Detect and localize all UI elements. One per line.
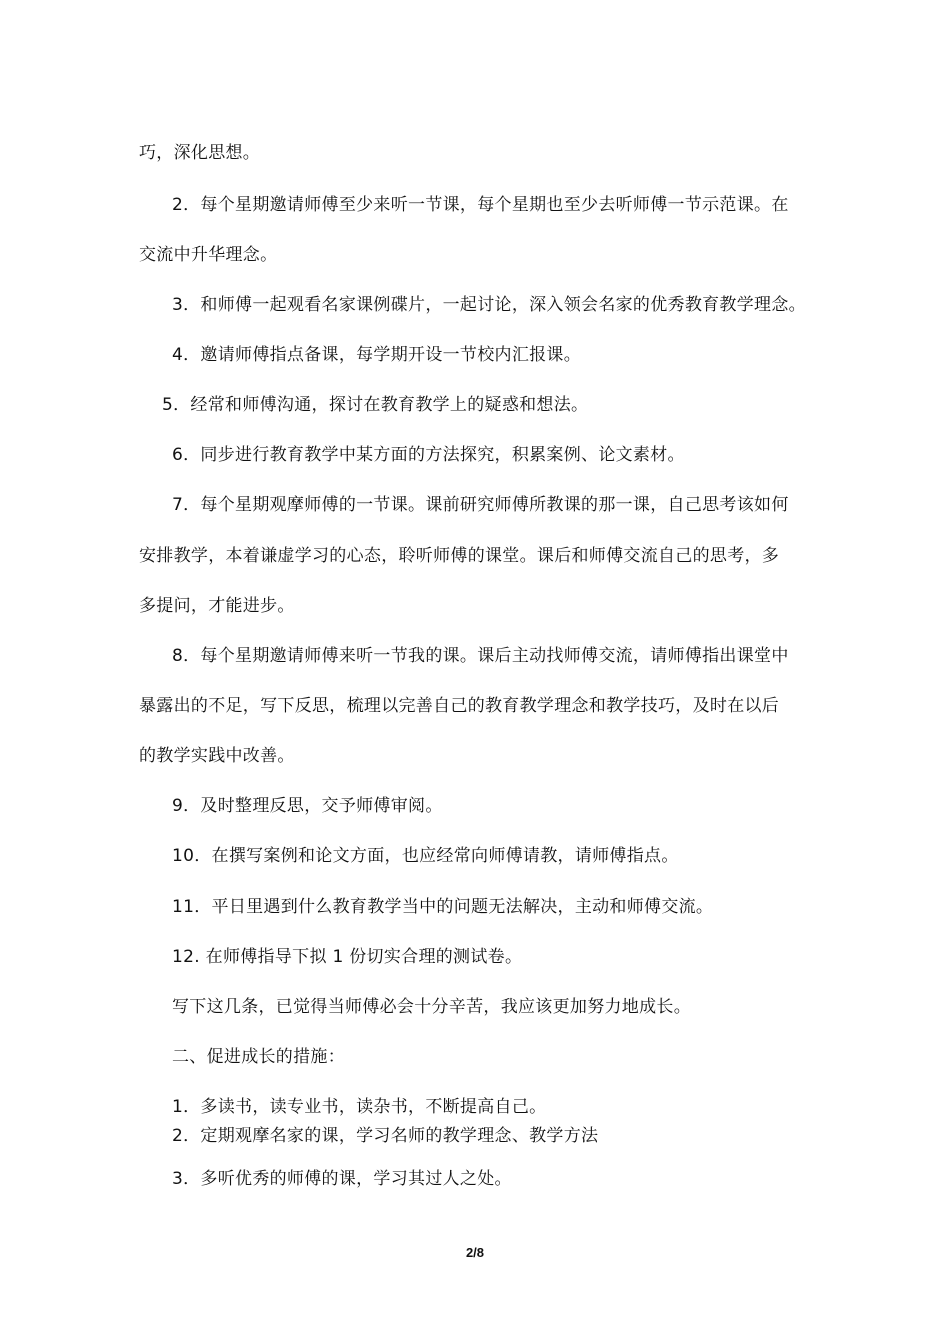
text-line-21: 2．定期观摩名家的课，学习名师的教学理念、教学方法 (172, 1126, 599, 1146)
text-line-8: 7．每个星期观摩师傅的一节课。课前研究师傅所教课的那一课，自己思考该如何 (172, 495, 789, 515)
text-line-10: 多提问，才能进步。 (139, 596, 295, 616)
section-heading: 二、促进成长的措施： (172, 1047, 345, 1067)
page-number: 2/8 (465, 1245, 485, 1260)
text-line-4: 3．和师傅一起观看名家课例碟片，一起讨论，深入领会名家的优秀教育教学理念。 (172, 295, 806, 315)
text-line-2: 2．每个星期邀请师傅至少来听一节课，每个星期也至少去听师傅一节示范课。在 (172, 195, 789, 215)
text-line-5: 4．邀请师傅指点备课，每学期开设一节校内汇报课。 (172, 345, 582, 365)
text-line-22: 3．多听优秀的师傅的课，学习其过人之处。 (172, 1169, 512, 1189)
text-line-14: 9．及时整理反思，交予师傅审阅。 (172, 796, 443, 816)
text-line-17: 12. 在师傅指导下拟 1 份切实合理的测试卷。 (172, 947, 523, 967)
text-line-18: 写下这几条，已觉得当师傅必会十分辛苦，我应该更加努力地成长。 (172, 997, 691, 1017)
text-line-15: 10．在撰写案例和论文方面，也应经常向师傅请教，请师傅指点。 (172, 846, 679, 866)
text-line-11: 8．每个星期邀请师傅来听一节我的课。课后主动找师傅交流，请师傅指出课堂中 (172, 646, 789, 666)
text-line-6: 5．经常和师傅沟通，探讨在教育教学上的疑惑和想法。 (162, 395, 589, 415)
text-line-16: 11．平日里遇到什么教育教学当中的问题无法解决，主动和师傅交流。 (172, 897, 714, 917)
text-line-13: 的教学实践中改善。 (139, 746, 295, 766)
text-line-3: 交流中升华理念。 (139, 245, 278, 265)
text-line-20: 1．多读书，读专业书，读杂书，不断提高自己。 (172, 1097, 547, 1117)
text-line-9: 安排教学，本着谦虚学习的心态，聆听师傅的课堂。课后和师傅交流自己的思考，多 (139, 546, 780, 566)
text-line-1: 巧，深化思想。 (139, 143, 261, 163)
text-line-12: 暴露出的不足，写下反思，梳理以完善自己的教育教学理念和教学技巧，及时在以后 (139, 696, 780, 716)
text-line-7: 6．同步进行教育教学中某方面的方法探究，积累案例、论文素材。 (172, 445, 685, 465)
